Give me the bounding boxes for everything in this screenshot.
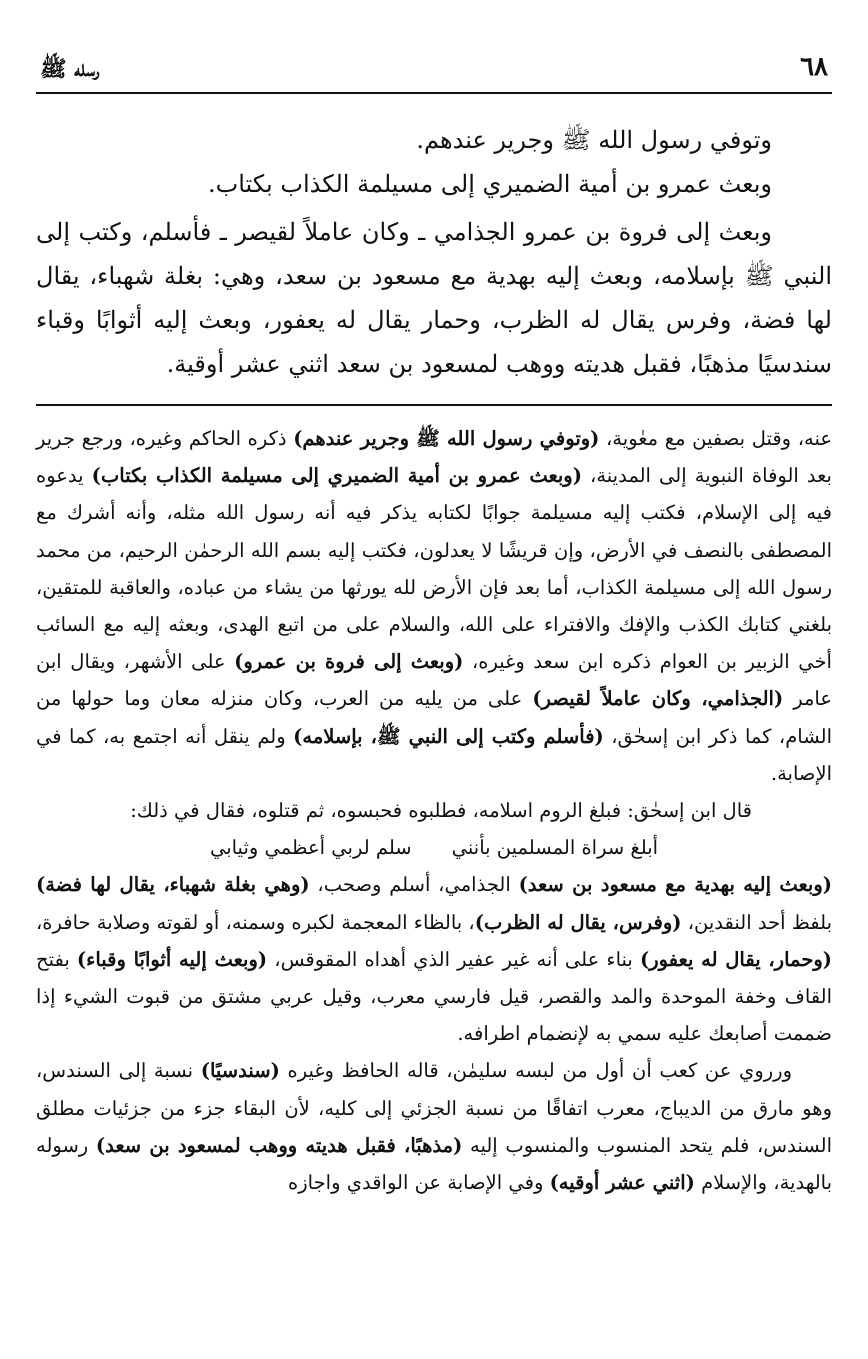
commentary-quote: (وتوفي رسول الله ﷺ وجرير عندهم)	[293, 427, 600, 450]
commentary-text: الجذامي، أسلم وصحب،	[309, 873, 519, 897]
commentary-quote: (اثني عشر أوقيه)	[549, 1171, 695, 1195]
running-title: رسله ﷺ	[40, 56, 100, 82]
page-header	[36, 30, 832, 80]
commentary-quote: (وبعث إليه أثوابًا وقباء)	[76, 947, 268, 971]
page-number: ٦٨	[800, 52, 828, 82]
commentary-text: على الأشهر، ويقال ابن عامر	[36, 650, 833, 711]
commentary-quote: (وهي بغلة شهباء، يقال لها فضة)	[36, 873, 310, 897]
commentary-quote: (الجذامي، وكان عاملاً لقيصر)	[532, 687, 784, 711]
commentary-text: عنه، وقتل بصفين مع معٰوية،	[599, 427, 832, 450]
commentary-text: ، بالظاء المعجمة لكبره وسمنه، أو لقوته وصلابة حافرة،	[36, 910, 475, 934]
commentary-text: نسبة إلى السندس، وهو مارق من الديباج، معرب اتفاقًا من نسبة الجزئي إلى كليه، لأن البقاء جزء من جزئيات مطلق السندس، فلم يتحد المنسوب والمنسوب إليه	[36, 1059, 832, 1157]
commentary-quote: (فأسلم وكتب إلى النبي ﷺ، بإسلامه)	[293, 724, 604, 748]
book-page	[36, 30, 832, 1329]
verse-first-hemistich: أبلغ سراة المسلمين بأنني	[451, 836, 659, 860]
commentary-text: ذكره الحاكم وغيره، ورجع جرير بعد الوفاة النبوية إلى المدينة،	[36, 427, 832, 488]
commentary-quote: (وحمار، يقال له يعفور)	[639, 947, 833, 971]
commentary-paragraph-1	[36, 420, 832, 792]
commentary-paragraph-3	[36, 866, 832, 1052]
commentary-quote: (وفرس، يقال له الظرب)	[474, 910, 682, 934]
header-rule	[36, 92, 832, 94]
commentary-text: بفتح القاف وخفة الموحدة والمد والقصر، قيل فارسي معرب، وقيل عربي مشتق من قبوت الشيء إذا ضممت أصابعك عليه سمي به لإنضمام اطرافه.	[36, 947, 832, 1046]
commentary-text: رسوله بالهدية، والإسلام	[36, 1133, 832, 1195]
poem-verse	[36, 829, 832, 866]
commentary-quote: (وبعث عمرو بن أمية الضميري إلى مسيلمة الكذاب بكتاب)	[91, 464, 582, 488]
verse-second-hemistich: سلم لربي أعظمي وثيابي	[209, 836, 412, 860]
commentary-text: على من يليه من العرب، وكان منزله معان وما حولها من الشام، كما ذكر ابن إسحٰق،	[36, 687, 833, 748]
commentary-quote: (وبعث إليه بهدية مع مسعود بن سعد)	[518, 873, 832, 897]
commentary-text: ورروي عن كعب أن أول من لبسه سليمٰن، قاله الحافظ وغيره	[279, 1059, 792, 1083]
commentary-paragraph-2: قال ابن إسحٰق: فبلغ الروم اسلامه، فطلبوه فحبسوه، ثم قتلوه، فقال في ذلك:	[130, 799, 752, 823]
commentary-text: بلفظ أحد النقدين،	[681, 910, 833, 934]
commentary-paragraph-4	[36, 1052, 832, 1201]
commentary-text: وفي الإصابة عن الواقدي واجازه	[288, 1171, 550, 1195]
commentary-quote: (وبعث إلى فروة بن عمرو)	[234, 650, 464, 674]
commentary-text: ولم ينقل أنه اجتمع به، كما في الإصابة.	[36, 724, 832, 785]
commentary-quote: (مذهبًا، فقبل هديته ووهب لمسعود بن سعد)	[95, 1133, 463, 1157]
commentary-text: يدعوه فيه إلى الإسلام، فكتب إليه مسيلمة جوابًا لكتابه يذكر فيه أنه رسول الله مثله، وأنه أشرك مع المصطفى بالنصف في الأرض، وإن قريشًا لا يعدلون، فكتب إليه بسم الله الرحمٰن الرحيم، من محمد رسول الله إلى مسيلمة الكذاب، أما بعد فإن الأرض لله يورثها من يشاء من عباده، والعاقبة للمتقين، بلغني كتابك الكذب والإفك والافتراء على الله، والسلام على من اتبع الهدى، وبعثه إليه مع السائب أخي الزبير بن العوام ذكره ابن سعد وغيره،	[36, 464, 832, 674]
footnote-rule	[36, 404, 832, 406]
main-paragraph-2: وبعث عمرو بن أمية الضميري إلى مسيلمة الكذاب بكتاب.	[208, 170, 772, 198]
main-text	[36, 118, 832, 386]
main-paragraph-3: وبعث إلى فروة بن عمرو الجذامي ـ وكان عاملاً لقيصر ـ فأسلم، وكتب إلى النبي ﷺ بإسلامه، وبعث إليه بهدية مع مسعود بن سعد، وهي: بغلة شهباء، يقال لها فضة، وفرس يقال له الظرب، وحمار يقال له يعفور، وبعث إليه أثوابًا وقباء سندسيًا مذهبًا، فقبل هديته ووهب لمسعود بن سعد اثني عشر أوقية.	[36, 218, 832, 378]
commentary	[36, 420, 832, 1201]
main-paragraph-1: وتوفي رسول الله ﷺ وجرير عندهم.	[416, 126, 772, 154]
commentary-text: بناء على أنه غير عفير الذي أهداه المقوقس،	[267, 947, 640, 971]
commentary-quote: (سندسيًا)	[200, 1059, 280, 1083]
